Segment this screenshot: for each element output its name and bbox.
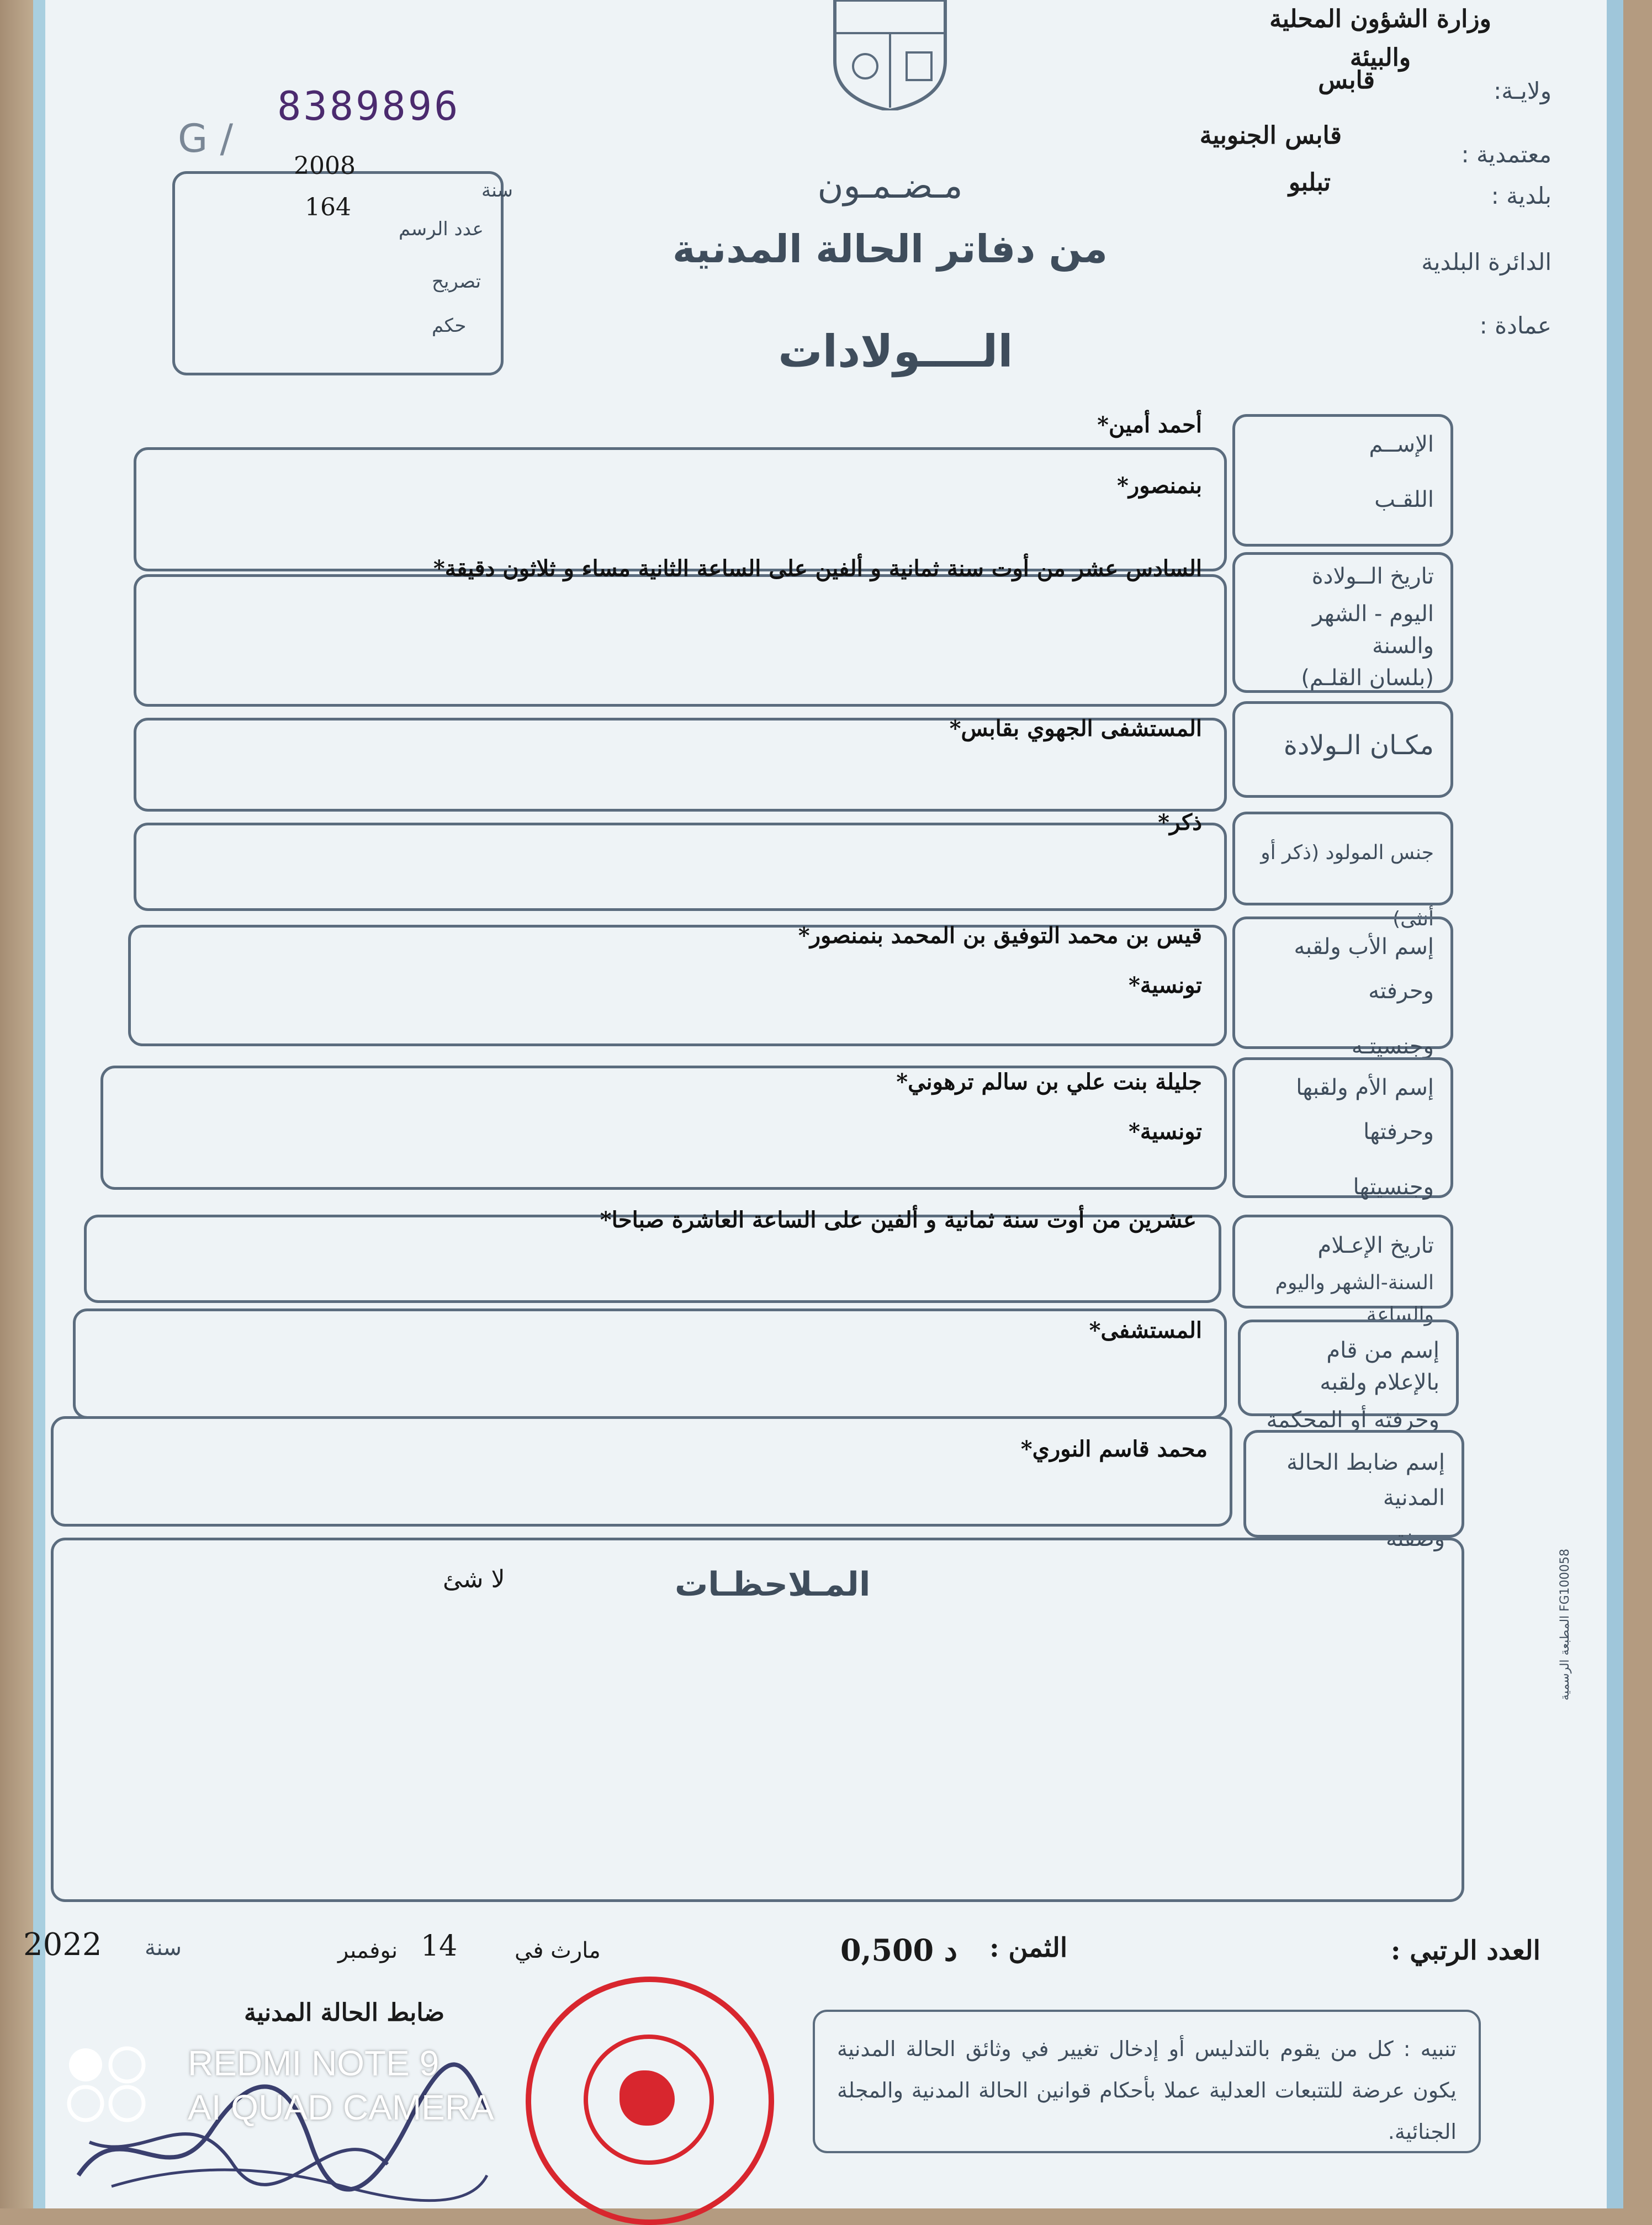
price-label: الثمن :	[989, 1932, 1068, 1963]
official-stamp	[526, 1977, 774, 2225]
price-value: 0,500 د	[840, 1932, 957, 1968]
municipality-value: تبلبو	[1288, 168, 1331, 197]
declaration-label: تصريح	[432, 271, 481, 293]
birth-date: السادس عشر من أوت سنة ثمانية و ألفين على الساعة الثانية مساء و ثلاثون دقيقة*	[433, 555, 1202, 581]
mother-nationality: تونسية*	[1128, 1119, 1202, 1145]
father-nationality: تونسية*	[1128, 972, 1202, 998]
officer-title: ضابط الحالة المدنية	[244, 1999, 445, 2027]
officer-name: محمد قاسم النوري*	[1020, 1436, 1208, 1462]
remarks-label: المـلاحظـات	[675, 1565, 871, 1604]
row-father-label-box: إسم الأب ولقبه وحرفته وجنسيتـه	[1232, 917, 1453, 1049]
declarant: المستشفى*	[1089, 1317, 1202, 1343]
serial-number: 8389896	[277, 83, 460, 129]
row-father-value-box	[128, 925, 1227, 1046]
title-births: الــــولادات	[778, 326, 1013, 377]
father-name: قيس بن محمد التوفيق بن المحمد بنمنصور*	[798, 923, 1202, 949]
row-declarant-value-box	[73, 1308, 1227, 1419]
remarks-value: لا شئ	[443, 1565, 505, 1593]
row-sex-value-box	[134, 809, 1227, 911]
date-day: 14	[421, 1930, 458, 1963]
row-mother-value-box	[100, 1066, 1227, 1190]
birth-place: المستشفى الجهوي بقابس*	[949, 716, 1202, 741]
serial-label: العدد الرتبي :	[1390, 1935, 1540, 1966]
ministry-name: وزارة الشؤون المحلية والبيئة	[1269, 5, 1491, 72]
watermark-line2: AI QUAD CAMERA	[188, 2088, 494, 2127]
wilaya-label: ولايـة:	[1494, 77, 1552, 104]
printer-mark: المطبعة الرسمية FG100058	[1558, 1549, 1572, 1700]
row-mother-label-box: إسم الأم ولقبها وحرفتها وجنسيتها	[1232, 1057, 1453, 1198]
row-birthdate-value-box	[134, 555, 1227, 707]
registry-year-label: سنة	[481, 179, 513, 202]
row-birthdate-label-box: تاريخ الــولادة اليوم - الشهر والسنة (بلسان القلـم)	[1232, 552, 1453, 693]
camera-logo-icon	[66, 2043, 149, 2126]
row-birthplace-label-box: مكـان الـولادة	[1232, 701, 1453, 798]
serial-prefix: G /	[178, 116, 234, 161]
row-declarant-label-box: إسم من قام بالإعلام ولقبه وحرفته أو المحكمة	[1238, 1320, 1459, 1416]
mother-name: جليلة بنت علي بن سالم ترهوني*	[896, 1069, 1202, 1095]
registry-year-value: 2008	[294, 152, 356, 180]
delegation-label: معتمدية :	[1461, 141, 1552, 168]
row-officer-value-box	[51, 1416, 1232, 1527]
watermark-line1: REDMI NOTE 9	[188, 2043, 440, 2083]
registry-number-label: عدد الرسم	[399, 218, 484, 240]
row-sex-label-box: جنس المولود (ذكر أو أنثى)	[1232, 812, 1453, 905]
notice-text: تنبيه : كل من يقوم بالتدليس أو إدخال تغيير في وثائق الحالة المدنية يكون عرضة للتتبعات العدلية عملا بأحكام قوانين الحالة المدنية والمجلة الجنائية.	[837, 2037, 1457, 2144]
row-declaration-date-value-box	[84, 1207, 1221, 1303]
date-prefix: مارث في	[515, 1938, 601, 1963]
year-label: سنة	[145, 1935, 182, 1961]
delegation-value: قابس الجنوبية	[1199, 121, 1342, 150]
coat-of-arms-icon	[818, 0, 962, 110]
sex: ذكر*	[1158, 809, 1202, 835]
given-name: أحمد أمين*	[1097, 412, 1202, 438]
declaration-date: عشرين من أوت سنة ثمانية و ألفين على الساعة العاشرة صباحا*	[600, 1207, 1196, 1233]
municipal-circle-label: الدائرة البلدية	[1421, 248, 1552, 276]
family-name: بنمنصور*	[1117, 473, 1202, 499]
row-name-label-box: الإســم اللقـب	[1232, 414, 1453, 547]
date-month: نوفمبر	[338, 1938, 398, 1963]
registry-number-value: 164	[305, 193, 351, 221]
notice-box	[813, 2010, 1481, 2153]
row-officer-label-box: إسم ضابط الحالة المدنية وصفته	[1243, 1430, 1464, 1538]
birth-certificate	[23, 0, 1623, 2208]
municipality-label: بلدية :	[1491, 182, 1552, 209]
omada-label: عمادة :	[1479, 312, 1552, 339]
title-registers: من دفاتر الحالة المدنية	[672, 226, 1108, 272]
wilaya-value: قابس	[1318, 66, 1375, 94]
title-summary: مـضـمـون	[817, 166, 963, 206]
year-value: 2022	[23, 1927, 102, 1963]
row-declaration-date-label-box: تاريخ الإعـلام السنة-الشهر واليوم والساعة	[1232, 1215, 1453, 1308]
judgment-label: حكم	[432, 315, 467, 337]
stamp-emblem-icon	[620, 2070, 675, 2126]
